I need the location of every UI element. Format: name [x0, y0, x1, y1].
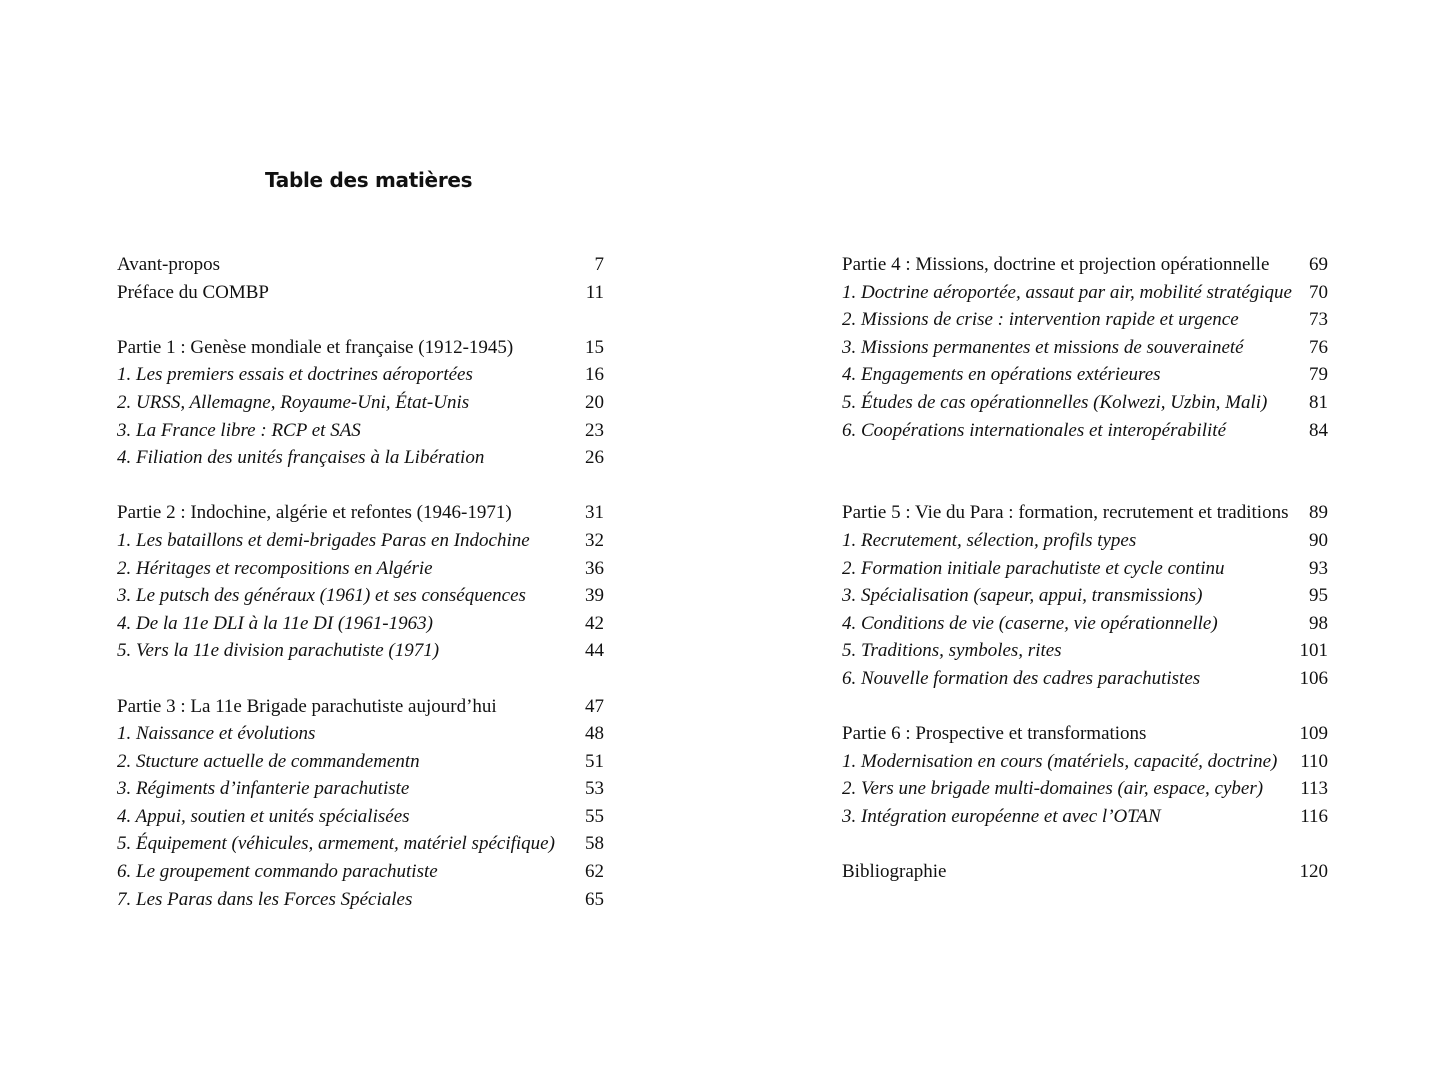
entry-page-number: 95 [1309, 585, 1328, 607]
toc-subentry [117, 720, 604, 748]
toc-subentry [842, 610, 1328, 638]
entry-label: 5. Vers la 11e division parachutiste (1971) [117, 640, 440, 662]
entry-label: 6. Le groupement commando parachutiste [117, 861, 438, 883]
entry-label: 4. Filiation des unités françaises à la Libération [117, 447, 485, 469]
entry-page-number: 109 [1299, 723, 1328, 745]
entry-label: 1. Doctrine aéroportée, assaut par air, mobilité stratégique [842, 281, 1292, 303]
toc-section [842, 499, 1328, 692]
entry-page-number: 79 [1309, 364, 1328, 386]
toc-section [842, 251, 1328, 444]
toc-subentry [842, 665, 1328, 693]
entry-label: 3. Missions permanentes et missions de souveraineté [842, 336, 1244, 358]
entry-label: 1. Naissance et évolutions [117, 723, 316, 745]
entry-label: Préface du COMBP [117, 281, 269, 303]
entry-page-number: 39 [585, 585, 604, 607]
entry-label: Avant-propos [117, 254, 221, 275]
toc-subentry [842, 361, 1328, 389]
entry-page-number: 11 [585, 281, 604, 303]
entry-label: 7. Les Paras dans les Forces Spéciales [117, 888, 413, 910]
entry-page-number: 113 [1300, 778, 1328, 800]
page-title: Table des matières [265, 168, 473, 192]
entry-page-number: 55 [585, 805, 604, 827]
entry-page-number: 32 [585, 529, 604, 551]
entry-label: 1. Les premiers essais et doctrines aéroportées [117, 364, 473, 386]
toc-subentry [117, 748, 604, 776]
entry-page-number: 15 [585, 336, 604, 358]
entry-page-number: 48 [585, 723, 604, 745]
entry-page-number: 89 [1309, 502, 1328, 524]
entry-page-number: 26 [585, 447, 604, 469]
entry-label: Partie 2 : Indochine, algérie et refontes (1946-1971) [117, 502, 512, 524]
entry-page-number: 90 [1309, 529, 1328, 551]
toc-left-column [117, 251, 604, 941]
entry-page-number: 98 [1309, 612, 1328, 634]
toc-section [117, 334, 604, 472]
toc-subentry [117, 527, 604, 555]
entry-label: 5. Traditions, symboles, rites [842, 640, 1062, 662]
toc-subentry [842, 775, 1328, 803]
entry-page-number: 51 [585, 750, 604, 772]
toc-subentry [842, 582, 1328, 610]
toc-subentry [117, 417, 604, 445]
entry-page-number: 106 [1299, 667, 1328, 689]
toc-subentry [117, 886, 604, 914]
toc-subentry [842, 555, 1328, 583]
entry-label: 3. Le putsch des généraux (1961) et ses conséquences [117, 585, 526, 607]
toc-subentry [117, 582, 604, 610]
entry-page-number: 16 [585, 364, 604, 386]
entry-page-number: 84 [1309, 419, 1328, 441]
entry-page-number: 110 [1300, 750, 1328, 772]
entry-label: 6. Nouvelle formation des cadres parachutistes [842, 667, 1201, 689]
toc-subentry [117, 830, 604, 858]
entry-label: 3. Régiments d’infanterie parachutiste [117, 778, 410, 800]
toc-subentry [117, 610, 604, 638]
toc-subentry [117, 389, 604, 417]
toc-section [117, 693, 604, 914]
entry-page-number: 20 [585, 391, 604, 413]
toc-section [842, 858, 1328, 886]
toc-entry [117, 334, 604, 362]
toc-subentry [117, 637, 604, 665]
toc-entry [117, 499, 604, 527]
toc-section [842, 720, 1328, 830]
toc-subentry [842, 637, 1328, 665]
entry-page-number: 93 [1309, 557, 1328, 579]
toc-subentry [117, 555, 604, 583]
entry-label: 5. Études de cas opérationnelles (Kolwezi, Uzbin, Mali) [842, 391, 1268, 413]
entry-page-number: 101 [1299, 640, 1328, 662]
toc-entry [117, 693, 604, 721]
entry-page-number: 31 [585, 502, 604, 524]
entry-page-number: 70 [1309, 281, 1328, 303]
entry-page-number: 53 [585, 778, 604, 800]
toc-subentry [117, 444, 604, 472]
entry-label: 1. Les bataillons et demi-brigades Paras en Indochine [117, 529, 530, 551]
entry-page-number: 58 [585, 833, 604, 855]
toc-subentry [117, 775, 604, 803]
entry-label: 2. Missions de crise : intervention rapide et urgence [842, 309, 1239, 331]
toc-subentry [117, 803, 604, 831]
toc-subentry [842, 334, 1328, 362]
entry-page-number: 69 [1309, 254, 1328, 275]
entry-page-number: 73 [1309, 309, 1328, 331]
toc-subentry [842, 417, 1328, 445]
entry-page-number: 44 [585, 640, 604, 662]
entry-page-number: 7 [594, 254, 604, 275]
entry-page-number: 65 [585, 888, 604, 910]
toc-entry [842, 858, 1328, 886]
entry-label: 5. Équipement (véhicules, armement, matériel spécifique) [117, 833, 555, 855]
toc-entry [117, 251, 604, 279]
entry-label: 1. Recrutement, sélection, profils types [842, 529, 1137, 551]
entry-label: 4. Engagements en opérations extérieures [842, 364, 1161, 386]
entry-label: Partie 6 : Prospective et transformations [842, 723, 1147, 745]
entry-label: 1. Modernisation en cours (matériels, capacité, doctrine) [842, 750, 1278, 772]
toc-entry [842, 251, 1328, 279]
toc-subentry [842, 803, 1328, 831]
toc-subentry [842, 527, 1328, 555]
entry-page-number: 36 [585, 557, 604, 579]
entry-label: 4. De la 11e DLI à la 11e DI (1961-1963) [117, 612, 433, 634]
entry-label: 2. URSS, Allemagne, Royaume-Uni, État-Unis [117, 391, 470, 413]
entry-page-number: 47 [585, 695, 604, 717]
entry-label: Partie 4 : Missions, doctrine et projection opérationnelle [842, 254, 1270, 275]
entry-page-number: 120 [1299, 861, 1328, 883]
entry-label: 3. La France libre : RCP et SAS [117, 419, 361, 441]
entry-page-number: 23 [585, 419, 604, 441]
entry-label: 2. Formation initiale parachutiste et cycle continu [842, 557, 1225, 579]
entry-label: 4. Conditions de vie (caserne, vie opérationnelle) [842, 612, 1218, 634]
toc-entry [842, 720, 1328, 748]
entry-page-number: 76 [1309, 336, 1328, 358]
entry-label: Bibliographie [842, 861, 947, 883]
entry-label: Partie 5 : Vie du Para : formation, recrutement et traditions [842, 502, 1289, 524]
toc-subentry [842, 306, 1328, 334]
entry-label: 6. Coopérations internationales et interopérabilité [842, 419, 1227, 441]
toc-subentry [117, 858, 604, 886]
entry-label: 3. Spécialisation (sapeur, appui, transmissions) [842, 585, 1203, 607]
entry-page-number: 42 [585, 612, 604, 634]
entry-label: 2. Vers une brigade multi-domaines (air, espace, cyber) [842, 778, 1264, 800]
toc-subentry [842, 748, 1328, 776]
toc-entry [842, 499, 1328, 527]
toc-section [117, 499, 604, 665]
entry-label: Partie 1 : Genèse mondiale et française (1912-1945) [117, 336, 514, 358]
entry-page-number: 62 [585, 861, 604, 883]
entry-label: 4. Appui, soutien et unités spécialisées [117, 805, 410, 827]
toc-subentry [842, 279, 1328, 307]
entry-page-number: 116 [1300, 805, 1328, 827]
toc-subentry [117, 361, 604, 389]
entry-label: Partie 3 : La 11e Brigade parachutiste aujourd’hui [117, 695, 497, 717]
entry-label: 2. Stucture actuelle de commandementn [117, 750, 420, 772]
toc-section [117, 251, 604, 306]
entry-label: 2. Héritages et recompositions en Algérie [117, 557, 433, 579]
toc-right-column [842, 251, 1328, 913]
entry-label: 3. Intégration européenne et avec l’OTAN [842, 805, 1161, 827]
toc-entry [117, 279, 604, 307]
entry-page-number: 81 [1309, 391, 1328, 413]
toc-subentry [842, 389, 1328, 417]
